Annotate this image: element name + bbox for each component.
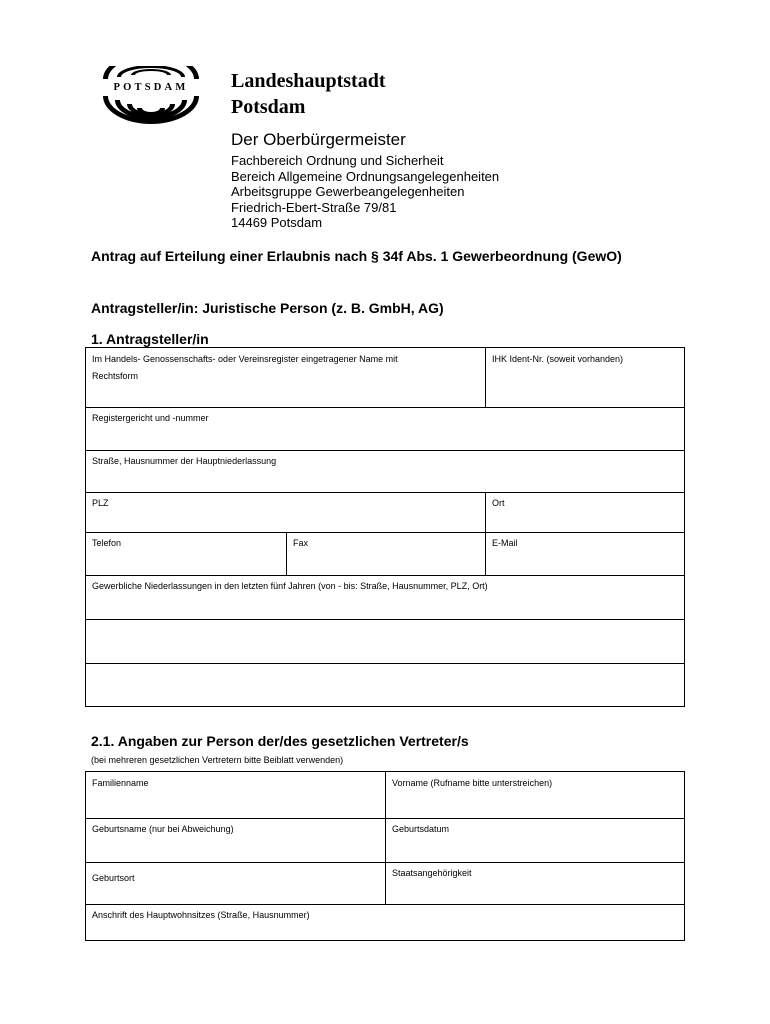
geburtsdatum-cell[interactable]	[386, 818, 684, 862]
city-title-line: Potsdam	[231, 96, 306, 118]
register-court-label: Registergericht und -nummer	[92, 413, 209, 423]
geburtsname-label: Geburtsname (nur bei Abweichung)	[92, 824, 234, 834]
plz-field[interactable]	[92, 516, 479, 529]
form-row	[86, 862, 684, 905]
branches-cell[interactable]	[86, 575, 684, 619]
email-field[interactable]	[492, 559, 678, 572]
familienname-field[interactable]	[92, 802, 379, 815]
section-2-heading: 2.1. Angaben zur Person der/des gesetzlichen Vertreter/s	[91, 733, 469, 749]
fax-field[interactable]	[293, 559, 479, 572]
staatsangehoerigkeit-label: Staatsangehörigkeit	[392, 868, 472, 878]
branches-label: Gewerbliche Niederlassungen in den letzten fünf Jahren (von - bis: Straße, Hausnummer, PLZ, Ort)	[92, 581, 488, 591]
section-1-heading: 1. Antragsteller/in	[91, 331, 209, 347]
applicant-type-heading: Antragsteller/in: Juristische Person (z. B. GmbH, AG)	[91, 300, 444, 316]
ihk-ident-cell[interactable]	[486, 348, 684, 407]
branches-cell[interactable]	[86, 619, 684, 663]
form-row	[86, 818, 684, 863]
section-2-note: (bei mehreren gesetzlichen Vertretern bitte Beiblatt verwenden)	[91, 755, 344, 765]
form-row	[86, 619, 684, 664]
ort-cell[interactable]	[486, 492, 684, 532]
vorname-field[interactable]	[392, 802, 678, 815]
branches-cell[interactable]	[86, 663, 684, 706]
address-line: 14469 Potsdam	[231, 215, 323, 231]
form-row	[86, 450, 684, 493]
geburtsort-label: Geburtsort	[92, 873, 135, 883]
form-row	[86, 492, 684, 533]
address-line: Fachbereich Ordnung und Sicherheit	[231, 153, 444, 168]
register-court-field[interactable]	[92, 434, 678, 447]
ihk-ident-field[interactable]	[492, 391, 678, 404]
plz-cell[interactable]	[86, 492, 486, 532]
anschrift-cell[interactable]	[86, 904, 684, 940]
form-row	[86, 772, 684, 819]
ort-field[interactable]	[492, 516, 678, 529]
vorname-label: Vorname (Rufname bitte unterstreichen)	[392, 778, 553, 788]
geburtsort-field[interactable]	[92, 888, 379, 901]
registered-name-label-line: Rechtsform	[92, 371, 139, 381]
form-row	[86, 532, 684, 576]
branches-field[interactable]	[92, 647, 678, 660]
registered-name-label	[92, 351, 398, 385]
fax-cell[interactable]	[287, 532, 486, 575]
registered-name-field[interactable]	[92, 391, 479, 404]
form-row	[86, 663, 684, 706]
street-cell[interactable]	[86, 450, 684, 492]
email-cell[interactable]	[486, 532, 684, 575]
telefon-field[interactable]	[92, 559, 280, 572]
department-address	[231, 153, 499, 231]
geburtsort-cell[interactable]	[86, 862, 386, 904]
ihk-ident-label: IHK Ident-Nr. (soweit vorhanden)	[492, 354, 624, 364]
geburtsdatum-label: Geburtsdatum	[392, 824, 450, 834]
city-title-line: Landeshauptstadt	[231, 70, 386, 92]
register-court-cell[interactable]	[86, 407, 684, 450]
telefon-cell[interactable]	[86, 532, 287, 575]
form-row	[86, 904, 684, 940]
registered-name-cell[interactable]	[86, 348, 486, 407]
address-line: Bereich Allgemeine Ordnungsangelegenheiten	[231, 168, 500, 184]
form-row	[86, 407, 684, 451]
mayor-title: Der Oberbürgermeister	[231, 130, 406, 149]
telefon-label: Telefon	[92, 538, 122, 548]
potsdam-logo	[95, 66, 207, 128]
plz-label: PLZ	[92, 498, 109, 508]
staatsangehoerigkeit-field[interactable]	[392, 888, 678, 901]
geburtsdatum-field[interactable]	[392, 846, 678, 859]
address-line: Arbeitsgruppe Gewerbeangelegenheiten	[231, 184, 465, 200]
form-row	[86, 348, 684, 408]
branches-field[interactable]	[92, 603, 678, 616]
ort-label: Ort	[492, 498, 505, 508]
logo-text: POTSDAM	[113, 82, 189, 93]
form-row	[86, 575, 684, 620]
email-label: E-Mail	[492, 538, 518, 548]
registered-name-label-line: Im Handels- Genossenschafts- oder Vereinsregister eingetragener Name mit	[92, 354, 398, 364]
representative-form-table	[85, 771, 685, 941]
document-title: Antrag auf Erteilung einer Erlaubnis nach § 34f Abs. 1 Gewerbeordnung (GewO)	[91, 248, 622, 264]
geburtsname-field[interactable]	[92, 846, 379, 859]
address-line: Friedrich-Ebert-Straße 79/81	[231, 199, 397, 215]
anschrift-field[interactable]	[92, 924, 678, 937]
street-field[interactable]	[92, 476, 678, 489]
anschrift-label: Anschrift des Hauptwohnsitzes (Straße, Hausnummer)	[92, 910, 310, 920]
street-label: Straße, Hausnummer der Hauptniederlassung	[92, 456, 277, 466]
applicant-form-table	[85, 347, 685, 707]
fax-label: Fax	[293, 538, 309, 548]
staatsangehoerigkeit-cell[interactable]	[386, 862, 684, 904]
familienname-label: Familienname	[92, 778, 149, 788]
vorname-cell[interactable]	[386, 772, 684, 818]
city-title	[231, 68, 386, 120]
familienname-cell[interactable]	[86, 772, 386, 818]
geburtsname-cell[interactable]	[86, 818, 386, 862]
branches-field[interactable]	[92, 690, 678, 703]
